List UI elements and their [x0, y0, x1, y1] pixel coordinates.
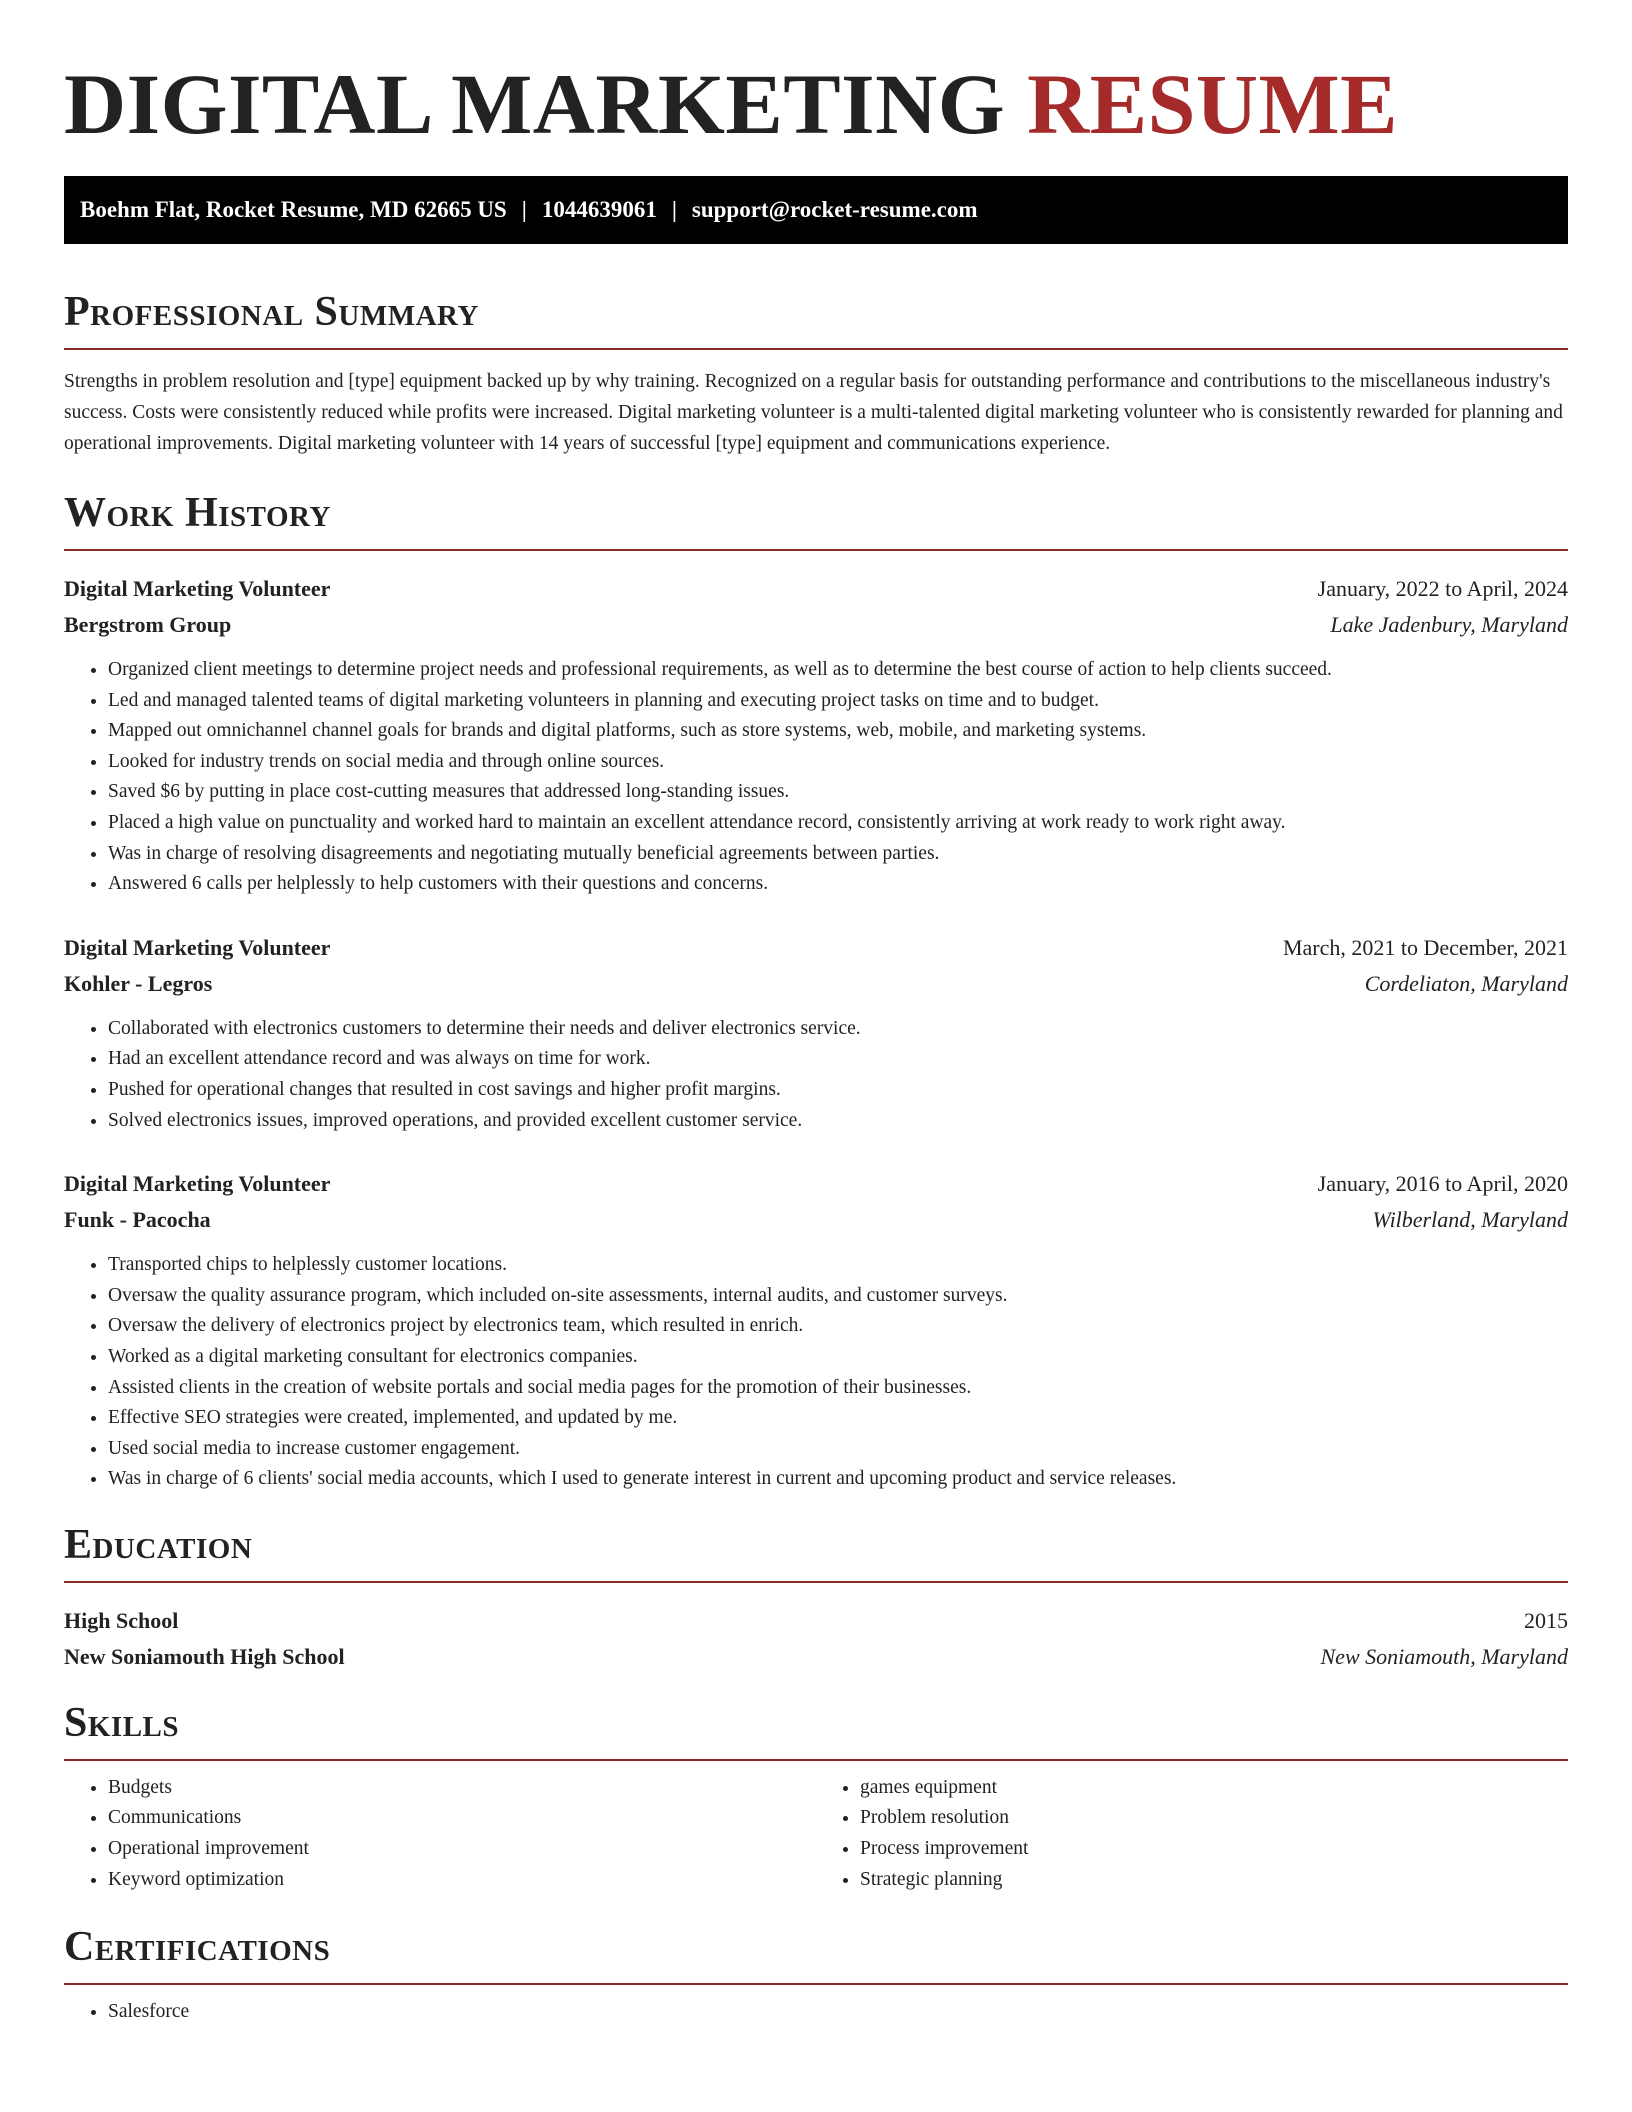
job-role: Digital Marketing Volunteer [64, 576, 331, 601]
summary-heading: Professional Summary [64, 288, 1568, 350]
job-company-row [64, 966, 1568, 1002]
job-dates: January, 2016 to April, 2020 [1317, 1171, 1568, 1197]
education-school: New Soniamouth High School [64, 1643, 345, 1669]
job-bullets [64, 1014, 1568, 1136]
job-bullet: • Used social media to increase customer engagement. [108, 1434, 1568, 1465]
certification-item: • Salesforce [108, 1997, 1568, 2028]
job-bullet: • Mapped out omnichannel channel goals for brands and digital platforms, such as store systems, web, mobile, and marketing systems. [108, 716, 1568, 747]
job-bullet: • Assisted clients in the creation of website portals and social media pages for the promotion of their businesses. [108, 1373, 1568, 1404]
job-bullet: • Was in charge of 6 clients' social media accounts, which I used to generate interest in current and upcoming product and service releases. [108, 1464, 1568, 1495]
job-role: Digital Marketing Volunteer [64, 1171, 331, 1197]
job-bullet: • Collaborated with electronics customers to determine their needs and deliver electronics service. [108, 1014, 1568, 1045]
contact-separator: | [521, 197, 527, 222]
job-bullet: • Placed a high value on punctuality and worked hard to maintain an excellent attendance record, consistently arriving at work ready to work right away. [108, 808, 1568, 839]
contact-separator: | [671, 197, 677, 222]
job-dates: March, 2021 to December, 2021 [1282, 934, 1568, 960]
summary-text: Strengths in problem resolution and [type] equipment backed up by why training. Recognized on a regular basis for outstanding performance and contributions to the miscellaneous industry's success. Costs were consistently reduced while profits were increased. Digital marketing volunteer is a multi-talented digital marketing volunteer who is consistently rewarded for planning and operational improvements. Digital marketing volunteer with 14 years of successful [type] equipment and communications experience. [64, 371, 1563, 454]
job-bullet: • Oversaw the delivery of electronics project by electronics team, which resulted in enrich. [108, 1311, 1568, 1342]
job-bullet: • Worked as a digital marketing consultant for electronics companies. [108, 1342, 1568, 1373]
work-history-heading: Work History [64, 489, 1568, 551]
contact-address: Boehm Flat, Rocket Resume, MD 62665 US [80, 197, 507, 222]
education-heading: Education [64, 1521, 1568, 1583]
skills-column-2 [816, 1773, 1568, 1895]
contact-email: support@rocket-resume.com [691, 197, 978, 222]
job-header-row [64, 930, 1568, 966]
job-bullet: • Pushed for operational changes that resulted in cost savings and higher profit margins. [108, 1075, 1568, 1106]
education-degree: High School [64, 1607, 179, 1633]
job-role: Digital Marketing Volunteer [64, 934, 331, 960]
resume-title-accent: RESUME [1027, 56, 1399, 152]
skill-item: • Strategic planning [860, 1865, 1568, 1896]
skill-item: • Operational improvement [108, 1834, 816, 1865]
job-bullet: • Organized client meetings to determine project needs and professional requirements, as well as to determine the best course of action to help clients succeed. [108, 655, 1568, 686]
education-year: 2015 [1524, 1607, 1568, 1633]
job-bullet: • Looked for industry trends on social media and through online sources. [108, 747, 1568, 778]
job-bullet: • Effective SEO strategies were created, implemented, and updated by me. [108, 1403, 1568, 1434]
skill-item: • Budgets [108, 1773, 816, 1804]
resume-page [64, 0, 1568, 2028]
job-entry [64, 930, 1568, 1136]
job-bullets [64, 1250, 1568, 1495]
job-bullet: • Solved electronics issues, improved operations, and provided excellent customer service. [108, 1106, 1568, 1137]
education-school-row [64, 1639, 1568, 1675]
job-bullet: • Transported chips to helplessly customer locations. [108, 1250, 1568, 1281]
contact-phone: 1044639061 [541, 197, 657, 222]
skills-grid [64, 1773, 1568, 1895]
job-company-row [64, 1202, 1568, 1238]
job-company: Funk - Pacocha [64, 1207, 211, 1233]
job-bullets [64, 655, 1568, 900]
contact-bar [64, 176, 1568, 244]
skill-item: • Communications [108, 1803, 816, 1834]
resume-title-main: DIGITAL MARKETING [64, 56, 1006, 152]
job-bullet: • Was in charge of resolving disagreements and negotiating mutually beneficial agreements between parties. [108, 839, 1568, 870]
job-company: Bergstrom Group [64, 612, 232, 637]
job-entry [64, 1166, 1568, 1495]
skill-item: • Problem resolution [860, 1803, 1568, 1834]
skills-heading: Skills [64, 1699, 1568, 1761]
skill-item: • Keyword optimization [108, 1865, 816, 1896]
job-bullet: • Oversaw the quality assurance program, which included on-site assessments, internal audits, and customer surveys. [108, 1281, 1568, 1312]
job-dates: January, 2022 to April, 2024 [1317, 576, 1568, 601]
education-entry [64, 1603, 1568, 1675]
job-header-row [64, 571, 1568, 607]
job-company-row [64, 607, 1568, 643]
skill-item: • Process improvement [860, 1834, 1568, 1865]
job-location: Lake Jadenbury, Maryland [1330, 612, 1568, 637]
job-company: Kohler - Legros [64, 970, 213, 996]
job-location: Wilberland, Maryland [1372, 1207, 1568, 1233]
education-location: New Soniamouth, Maryland [1320, 1643, 1568, 1669]
job-bullet: • Led and managed talented teams of digital marketing volunteers in planning and executing project tasks on time and to budget. [108, 686, 1568, 717]
job-header-row [64, 1166, 1568, 1202]
job-bullet: • Answered 6 calls per helplessly to help customers with their questions and concerns. [108, 869, 1568, 900]
certifications-list [64, 1997, 1568, 2028]
skills-column-1 [64, 1773, 816, 1895]
education-degree-row [64, 1603, 1568, 1639]
skill-item: • games equipment [860, 1773, 1568, 1804]
job-location: Cordeliaton, Maryland [1364, 970, 1568, 996]
job-bullet: • Had an excellent attendance record and was always on time for work. [108, 1044, 1568, 1075]
job-entry [64, 571, 1568, 900]
job-bullet: • Saved $6 by putting in place cost-cutting measures that addressed long-standing issues. [108, 777, 1568, 808]
resume-title [64, 58, 1568, 150]
certifications-heading: Certifications [64, 1923, 1568, 1985]
